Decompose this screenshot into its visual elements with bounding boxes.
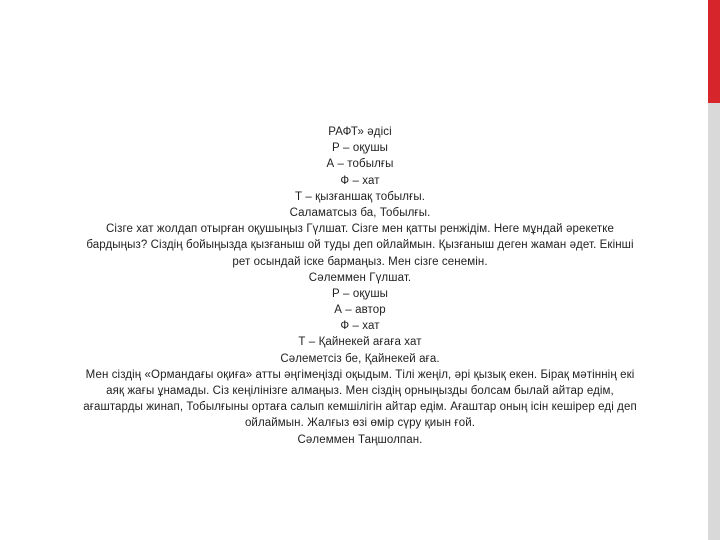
letter-2-body-line: аяқ жағы ұнамады. Сіз кеңілінізге алмаңыз. Мен сіздің орныңызды болсам былай айтар едім, [106, 385, 614, 397]
raft-role-2: Р – оқушы [331, 287, 389, 300]
raft-format-2: Ф – хат [340, 320, 380, 333]
slide-text-body [0, 124, 720, 464]
letter-1-body-line: бардыңыз? Сіздің бойыңызда қызғаныш ой туды деп ойлаймын. Қызғаныш деген жаман әдет. Екінші [86, 239, 634, 252]
accent-bar-red [708, 0, 720, 103]
letter-1-body-line: Сізге хат жолдап отырған оқушыңыз Гүлшат. Сізге мен қатты ренжідім. Неге мұндай әрекетке [106, 223, 614, 236]
raft-format-1: Ф – хат [340, 174, 380, 187]
method-title: РАФТ» әдісі [328, 126, 392, 138]
letter-1-body-line: рет осындай іске бармаңыз. Мен сізге сенемін. [232, 255, 488, 268]
letter-2-greeting: Сәлеметсіз бе, Қайнекей аға. [280, 352, 440, 365]
letter-2-body-line: ағаштарды жинап, Тобылғыны ортаға салып кемшілігін айтар едім. Ағаштар оның ісін кешірер еді деп [83, 401, 637, 414]
letter-2-body-line: ойлаймын. Жалғыз өзі өмір сүру қиын ғой. [244, 417, 476, 430]
letter-1-greeting: Саламатсыз ба, Тобылғы. [289, 206, 431, 219]
raft-topic-1: Т – қызғаншақ тобылғы. [294, 190, 426, 203]
raft-audience-1: А – тобылғы [326, 158, 394, 171]
raft-topic-2: Т – Қайнекей ағаға хат [298, 336, 422, 349]
letter-1-signature: Сәлеммен Гүлшат. [308, 271, 412, 284]
raft-audience-2: А – автор [334, 304, 386, 317]
letter-2-signature: Сәлеммен Таңшолпан. [297, 433, 423, 446]
raft-role-1: Р – оқушы [331, 142, 389, 155]
letter-2-body-line: Мен сіздің «Ормандағы оқиға» атты әңгімеңізді оқыдым. Тілі жеңіл, әрі қызық екен. Бірақ мәтіннің екі [85, 368, 635, 381]
